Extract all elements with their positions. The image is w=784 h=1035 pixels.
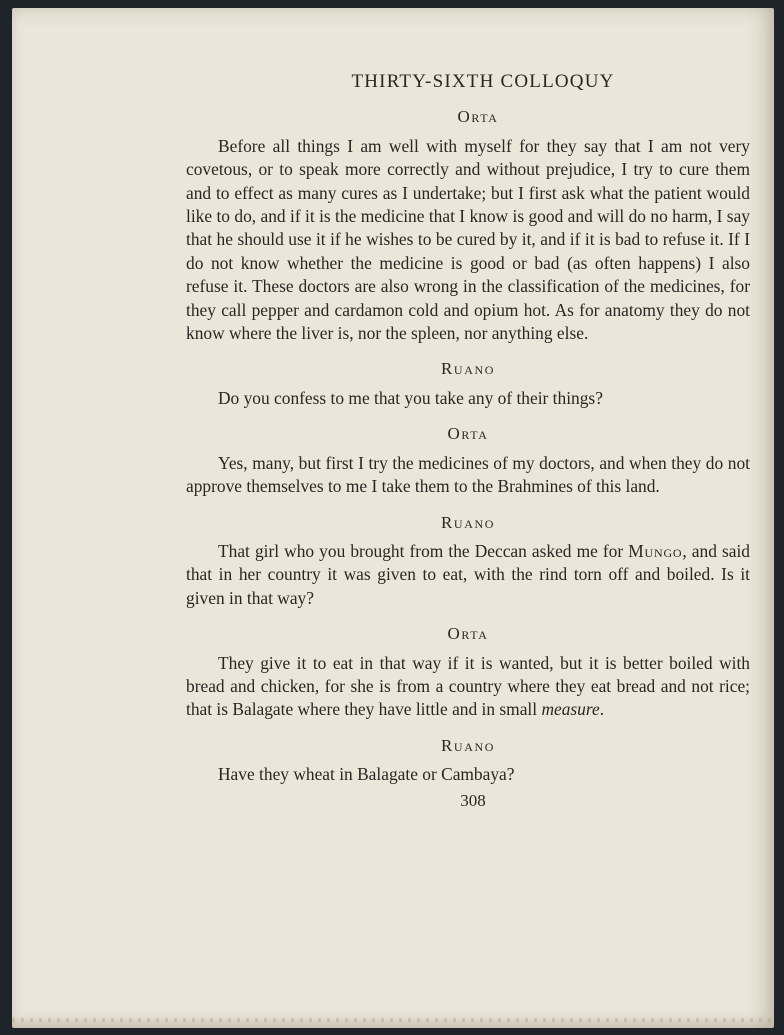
speaker-heading: Ruano: [440, 512, 495, 532]
speech-paragraph: Do you confess to me that you take any of their things?: [218, 387, 603, 408]
page-number: 308: [460, 790, 486, 810]
speech-text: They give it to eat in that way if it is wanted, but it is better boiled with bread and chicken, for she is from a country where they eat bread and not rice; that is Balagate where they have little and in small: [186, 652, 750, 720]
running-head: THIRTY-SIXTH COLLOQUY: [351, 71, 615, 92]
speaker-heading: Ruano: [440, 359, 495, 379]
speech-text: That girl who you brought from the Deccan asked me for: [218, 540, 629, 561]
speech-paragraph: Have they wheat in Balagate or Cambaya?: [218, 764, 515, 785]
speaker-heading: Orta: [447, 424, 489, 444]
book-page: [12, 8, 774, 1028]
speech-paragraph: [186, 540, 750, 610]
speech-text: , and said that in her country it was given to eat, with the rind torn off and boiled. Is it given in that way?: [186, 540, 751, 608]
speech-paragraph: Yes, many, but first I try the medicines of my doctors, and when they do not approve themselves to me I take them to the Brahmines of this land.: [186, 452, 750, 497]
speech-paragraph: Before all things I am well with myself for they say that I am not very covetous, or to speak more correctly and without prejudice, I try to cure them and to effect as many cures as I undertake; but I first ask what the patient would like to do, and if it is the medicine that I know is good and will do no harm, I say that he should use it if he wishes to be cured by it, and if it is bad to refuse it. If I do not know whether the medicine is good or bad (as often happens) I also refuse it. These doctors are also wrong in the classification of the medicines, for they call pepper and cardamon cold and opium hot. As for anatomy they do not know where the liver is, nor the spleen, nor anything else.: [186, 135, 750, 344]
speaker-heading: Orta: [447, 624, 489, 644]
speech-text: .: [599, 699, 605, 720]
speech-paragraph: [186, 652, 750, 722]
page-edge-texture: [12, 1018, 772, 1022]
speaker-heading: Ruano: [440, 735, 495, 755]
speaker-heading: Orta: [457, 107, 499, 127]
plant-name-mungo: Mungo: [628, 540, 683, 561]
page-content: [186, 64, 750, 812]
italic-word-measure: measure: [541, 699, 600, 720]
